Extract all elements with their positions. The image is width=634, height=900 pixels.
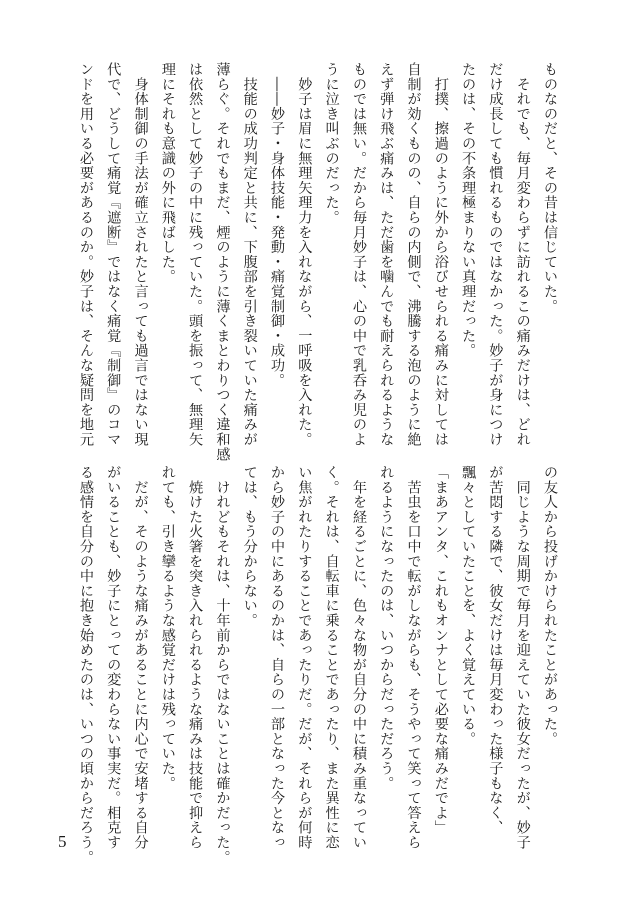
text-line: 代で、どうして痛覚『遮断』ではなく痛覚『制御』のコマ <box>105 62 122 447</box>
text-line: えず弾け飛ぶ痛みは、ただ歯を噛んでも耐えられるような <box>378 62 395 447</box>
text-line: だけ成長しても慣れるものではなかった。妙子が身につけ <box>487 62 504 447</box>
text-line: く。それは、自転車に乗ることであったり、また異性に恋 <box>323 465 340 850</box>
text-line: 技能の成功判定と共に、下腹部を引き裂いていた痛みが <box>241 62 258 447</box>
text-line: だが、そのような痛みがあることに内心で安堵する自分 <box>132 465 149 850</box>
text-line: それでも、毎月変わらずに訪れるこの痛みだけは、どれ <box>514 62 531 447</box>
text-line: い焦がれたりすることであったりだ。だが、それらが何時 <box>296 465 313 850</box>
text-line: がいることも、妙子にとっての変わらない事実だ。相克す <box>105 465 122 850</box>
text-line: けれどもそれは、十年前からではないことは確かだった。 <box>214 465 231 865</box>
text-line: れるようになったのは、いつからだっただろう。 <box>378 465 395 791</box>
text-line: 焼けた火箸を突き入れられるような痛みは技能で抑えら <box>187 465 204 850</box>
text-line: 「まあアンタ、これもオンナとして必要な痛みだでよ」 <box>432 465 449 835</box>
text-line: の友人から投げかけられたことがあった。 <box>542 465 558 747</box>
text-line: 妙子は眉に無理矢理力を入れながら、一呼吸を入れた。 <box>296 62 313 447</box>
text-line: ものなのだと、その昔は信じていた。 <box>542 62 558 314</box>
text-line: 同じような周期で毎月を迎えていた彼女だったが、妙子 <box>514 465 531 850</box>
top-text-block <box>67 62 563 462</box>
text-line: ンドを用いる必要があるのか。妙子は、そんな疑問を地元 <box>77 62 94 447</box>
text-line: ――妙子・身体技能・発動・痛覚制御・成功。 <box>269 62 286 388</box>
text-line: は依然として妙子の中に残っていた。頭を振って、無理矢 <box>187 62 204 447</box>
text-line: 苦虫を口中で転がしながらも、そうやって笑って答えら <box>405 465 422 850</box>
text-line: る感情を自分の中に抱き始めたのは、いつの頃からだろう。 <box>77 465 94 865</box>
text-line: 理にそれも意識の外に飛ばした。 <box>159 62 176 284</box>
text-line: ては、もう分からない。 <box>241 465 258 628</box>
text-line: 打撲、擦過のように外から浴びせられる痛みに対しては <box>432 62 449 447</box>
page-number: 5 <box>58 832 67 851</box>
text-line: が苦悶する隣で、彼女だけは毎月変わった様子もなく、 <box>487 465 504 835</box>
text-line: 身体制御の手法が確立されたと言っても過言ではない現 <box>132 62 149 447</box>
text-line: 年を経るごとに、色々な物が自分の中に積み重なってい <box>350 465 367 850</box>
text-line: うに泣き叫ぶのだった。 <box>323 62 340 225</box>
text-line: 飄々としていたことを、よく覚えている。 <box>460 465 477 747</box>
text-line: 自制が効くものの、自らの内側で、沸騰する泡のように絶 <box>405 62 422 447</box>
text-line: たのは、その不条理極まりない真理だった。 <box>460 62 477 358</box>
text-line: から妙子の中にあるのかは、自らの一部となった今となっ <box>269 465 286 850</box>
bottom-text-block <box>67 465 563 865</box>
text-line: ものでは無い。だから毎月妙子は、心の中で乳呑み児のよ <box>350 62 367 447</box>
text-line: 薄らぐ。それでもまだ、煙のように薄くまとわりつく違和感 <box>214 62 231 462</box>
text-line: れても、引き攣るような感覚だけは残っていた。 <box>159 465 176 791</box>
